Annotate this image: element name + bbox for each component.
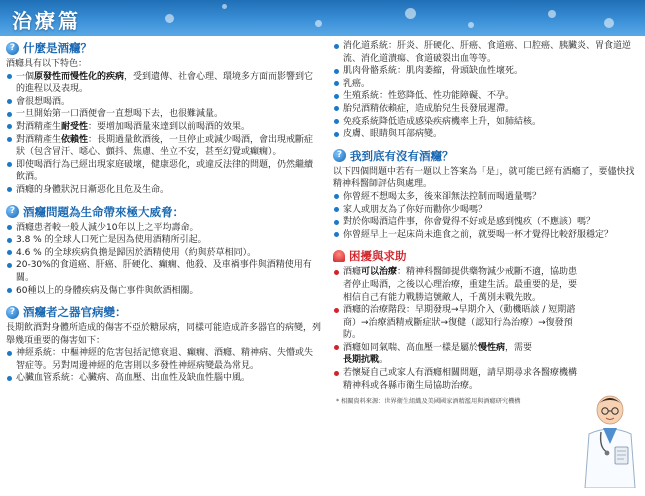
bullet-icon [7,351,12,356]
bullet-icon [334,194,339,199]
section-intro: 以下四個問題中若有一題以上答案為「是」，就可能已經有酒癮了，要儘快找精神科醫師評估與處理。 [333,166,635,190]
list-item: 即使喝酒行為已經出現家庭破壞，健康惡化，或違反法律的問題，仍然繼續飲酒。 [6,159,321,184]
footnote: * 相關資料來源：世界衛生組織及美國國家酒精濫用與酒癮研究機構 [336,398,521,406]
threat-list [6,222,321,298]
bullet-icon [7,288,12,293]
question-icon: ? [6,205,19,218]
bullet-icon [334,106,339,111]
question-icon: ? [6,42,19,55]
list-item: 20-30%的食道癌、肝癌、肝硬化、癲癇、他殺、及車禍事件與酒精使用有關。 [6,259,321,284]
header-banner [0,0,645,36]
section-self-check [333,148,639,164]
help-list [333,266,583,392]
list-item: 對酒精產生耐受性：要增加喝酒量來達到以前喝酒的效果。 [6,121,321,134]
bullet-icon [7,187,12,192]
left-column [6,40,321,385]
section-intro: 長期飲酒對身體所造成的傷害不亞於糖尿病，同樣可能造成許多器官的病變，列舉幾項重要的傷害如下： [6,323,322,346]
bullet-icon [334,94,339,99]
list-item: 酒癮如同氣喘、高血壓一樣是屬於慢性病，需要 長期抗戰。 [333,342,583,367]
bullet-icon [7,376,12,381]
list-item: 酒癮可以治療：精神科醫師提供藥物減少戒斷不適，協助患者停止喝酒，之後以心理治療，重建生活。最重要的是，要相信自己有能力戰勝這號敵人，千萬別未戰先敗。 [333,266,583,304]
section-title: 什麼是酒癮？ [23,41,92,55]
list-item: 一旦開始第一口酒便會一直想喝下去，也很難減量。 [6,108,321,121]
section-intro: 酒癮具有以下特色： [6,59,88,69]
list-item: 3.8 % 的全球人口死亡是因為使用酒精所引起。 [6,234,321,247]
siren-icon [333,250,345,262]
bullet-icon [334,81,339,86]
bubble-decoration [468,22,474,28]
features-list [6,71,321,197]
list-item: 家人或朋友為了你好而勸你少喝嗎？ [333,204,639,217]
list-item: 一個原發性而慢性化的疾病，受到遺傳、社會心理、環境多方面而影響到它的進程以及表現。 [6,71,321,96]
section-life-threat [6,204,321,220]
right-column [333,40,639,405]
bullet-icon [334,270,339,275]
doctor-illustration [579,392,641,488]
list-item: 心臟血管系統：心臟病、高血壓、出血性及缺血性腦中風。 [6,372,321,385]
bullet-icon [7,162,12,167]
bullet-icon [7,225,12,230]
bullet-icon [334,69,339,74]
bullet-icon [7,250,12,255]
bullet-icon [334,232,339,237]
bullet-icon [334,44,339,49]
bullet-icon [334,371,339,376]
section-what-is-alcoholism [6,40,321,56]
organ-list-continued [333,40,639,141]
page-title: 治療篇 [12,9,81,33]
bullet-icon [7,137,12,142]
question-icon: ? [6,306,19,319]
bullet-icon [334,345,339,350]
list-item: 生殖系統：性慾降低、性功能障礙、不孕。 [333,90,639,103]
bubble-decoration [222,4,227,9]
bullet-icon [7,99,12,104]
bullet-icon [334,132,339,137]
bullet-icon [334,207,339,212]
list-item: 胎兒酒精依賴症，造成胎兒生長發展遲滯。 [333,103,639,116]
list-item: 肌肉骨骼系統：肌肉萎縮，骨頭缺血性壞死。 [333,65,639,78]
section-help [333,248,639,264]
bullet-icon [334,119,339,124]
list-item: 4.6 % 的全球疾病負擔是歸因於酒精使用（約與菸草相同）。 [6,247,321,260]
section-title: 我到底有沒有酒癮？ [350,148,454,163]
question-icon: ? [333,149,346,162]
bubble-decoration [165,14,174,23]
bubble-decoration [315,20,322,27]
list-item: 皮膚、眼睛與耳部病變。 [333,128,639,141]
list-item: 酒癮的治療階段：早期發現→早期介入（動機晤談 / 短期諮商）→治療酒精戒斷症狀→復健（認知行為治療）→復發預防。 [333,304,583,342]
bullet-icon [7,263,12,268]
bullet-icon [334,220,339,225]
section-title: 困擾與求助 [349,249,407,264]
list-item: 會很想喝酒。 [6,96,321,109]
section-organ-damage [6,304,321,320]
bullet-icon [7,74,12,79]
list-item: 對酒精產生依賴性：長期過量飲酒後，一旦停止或減少喝酒，會出現戒斷症狀（包含冒汗、噁心、顫抖、焦慮、坐立不安，甚至幻覺或癲癇）。 [6,134,321,159]
list-item: 免疫系統降低造成感染疾病機率上升，如肺結核。 [333,116,639,129]
section-title: 酒癮問題為生命帶來極大威脅： [23,204,184,219]
list-item: 60種以上的身體疾病及傷亡事件與飲酒相關。 [6,285,321,298]
organ-list [6,347,321,385]
bullet-icon [7,124,12,129]
bullet-icon [7,112,12,117]
list-item: 酒癮的身體狀況日漸惡化且危及生命。 [6,184,321,197]
bullet-icon [334,308,339,313]
list-item: 神經系統：中樞神經的危害包括記憶衰退、癲癇、酒癮、精神病、失懵或失智症等。另對周邊神經的危害則以多發性神經病變最為常見。 [6,347,321,372]
bullet-icon [7,238,12,243]
list-item: 你曾經早上一起床尚未進食之前，就要喝一杯才覺得比較舒服穩定？ [333,229,639,242]
section-title: 酒癮者之器官病變： [23,305,127,320]
list-item: 消化道系統：肝炎、肝硬化、肝癌、食道癌、口腔癌、胰臟炎、胃食道逆流、消化道潰瘍、食道破裂出血等等。 [333,40,639,65]
list-item: 乳癌。 [333,78,639,91]
bubble-decoration [548,10,556,18]
bubble-decoration [405,8,416,19]
list-item: 你曾經不想喝太多，後來卻無法控制而喝過量嗎？ [333,191,639,204]
self-check-list [333,191,639,241]
list-item: 酒癮患者較一般人減少10年以上之平均壽命。 [6,222,321,235]
list-item: 若懷疑自己或家人有酒癮相關問題，請早期尋求各醫療機構精神科或各縣市衛生局協助治療。 [333,367,583,392]
list-item: 對於你喝酒這件事，你會覺得不好或是感到愧疚（不應該）嗎？ [333,216,639,229]
bubble-decoration [604,18,614,28]
